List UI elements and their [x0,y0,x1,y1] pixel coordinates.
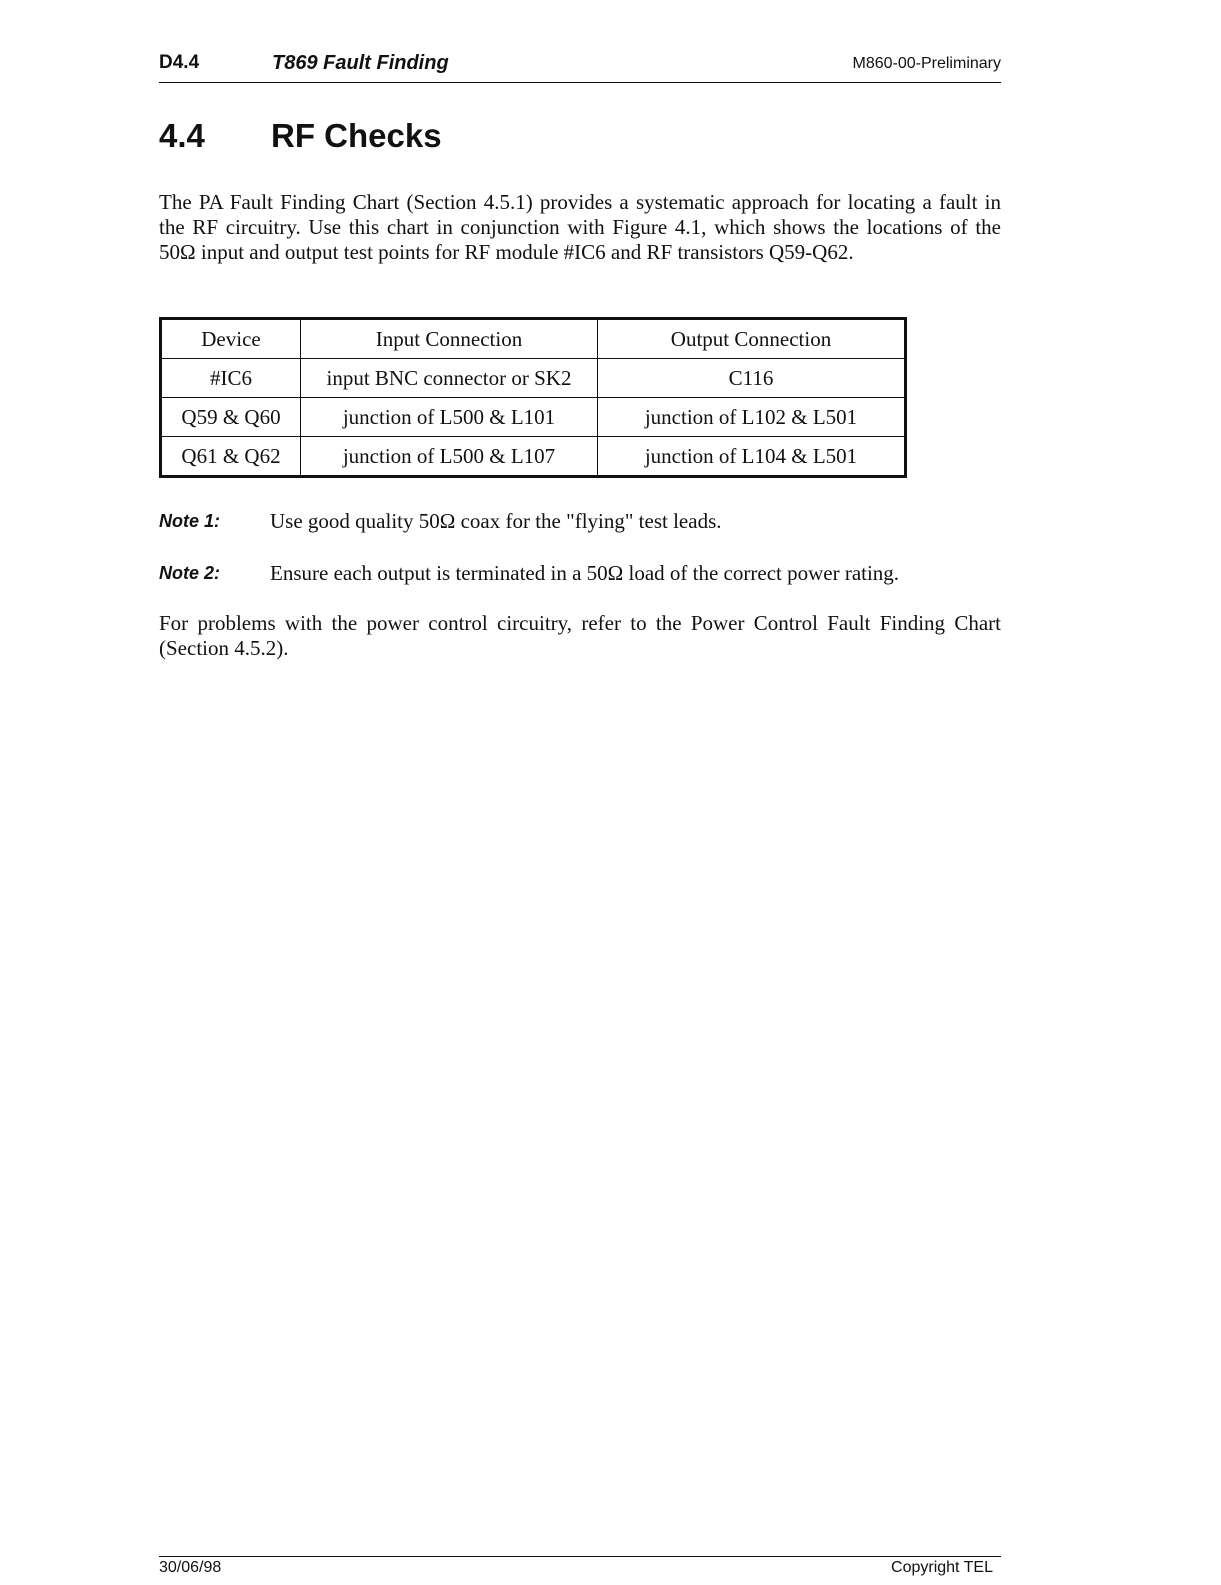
table-row [161,359,906,398]
table-cell-device: Q59 & Q60 [161,398,301,437]
table-cell-output: junction of L102 & L501 [598,398,906,437]
note-text: Use good quality 50Ω coax for the "flying" test leads. [270,509,722,533]
table-header-input: Input Connection [301,319,598,359]
table-cell-input: junction of L500 & L107 [301,437,598,477]
header-section-code: D4.4 [159,52,200,73]
connection-table [159,317,907,478]
table-header-row [161,319,906,359]
page-header [159,50,1001,83]
table-cell-input: junction of L500 & L101 [301,398,598,437]
table-cell-output: C116 [598,359,906,398]
footer-copyright: Copyright TEL [891,1559,993,1576]
table-header-device: Device [161,319,301,359]
closing-paragraph: For problems with the power control circuitry, refer to the Power Control Fault Finding Chart (Section 4.5.2). [159,611,1001,660]
table-row [161,398,906,437]
header-title: T869 Fault Finding [272,52,449,74]
table-cell-output: junction of L104 & L501 [598,437,906,477]
section-number: 4.4 [159,117,205,154]
footer-date: 30/06/98 [159,1559,222,1576]
note-label: Note 2: [159,563,221,583]
section-title: RF Checks [271,117,442,154]
table-cell-device: #IC6 [161,359,301,398]
intro-paragraph: The PA Fault Finding Chart (Section 4.5.1) provides a systematic approach for locating a fault in the RF circuitry. Use this chart in conjunction with Figure 4.1, which shows the locations of the 50Ω input and output test points for RF module #IC6 and RF transistors Q59-Q62. [159,190,1001,264]
note-text: Ensure each output is terminated in a 50Ω load of the correct power rating. [270,561,900,585]
header-doc-number: M860-00-Preliminary [852,55,1001,72]
table-cell-device: Q61 & Q62 [161,437,301,477]
table-header-output: Output Connection [598,319,906,359]
table-cell-input: input BNC connector or SK2 [301,359,598,398]
page-footer [159,1556,1001,1585]
table-row [161,437,906,477]
note-label: Note 1: [159,511,221,531]
